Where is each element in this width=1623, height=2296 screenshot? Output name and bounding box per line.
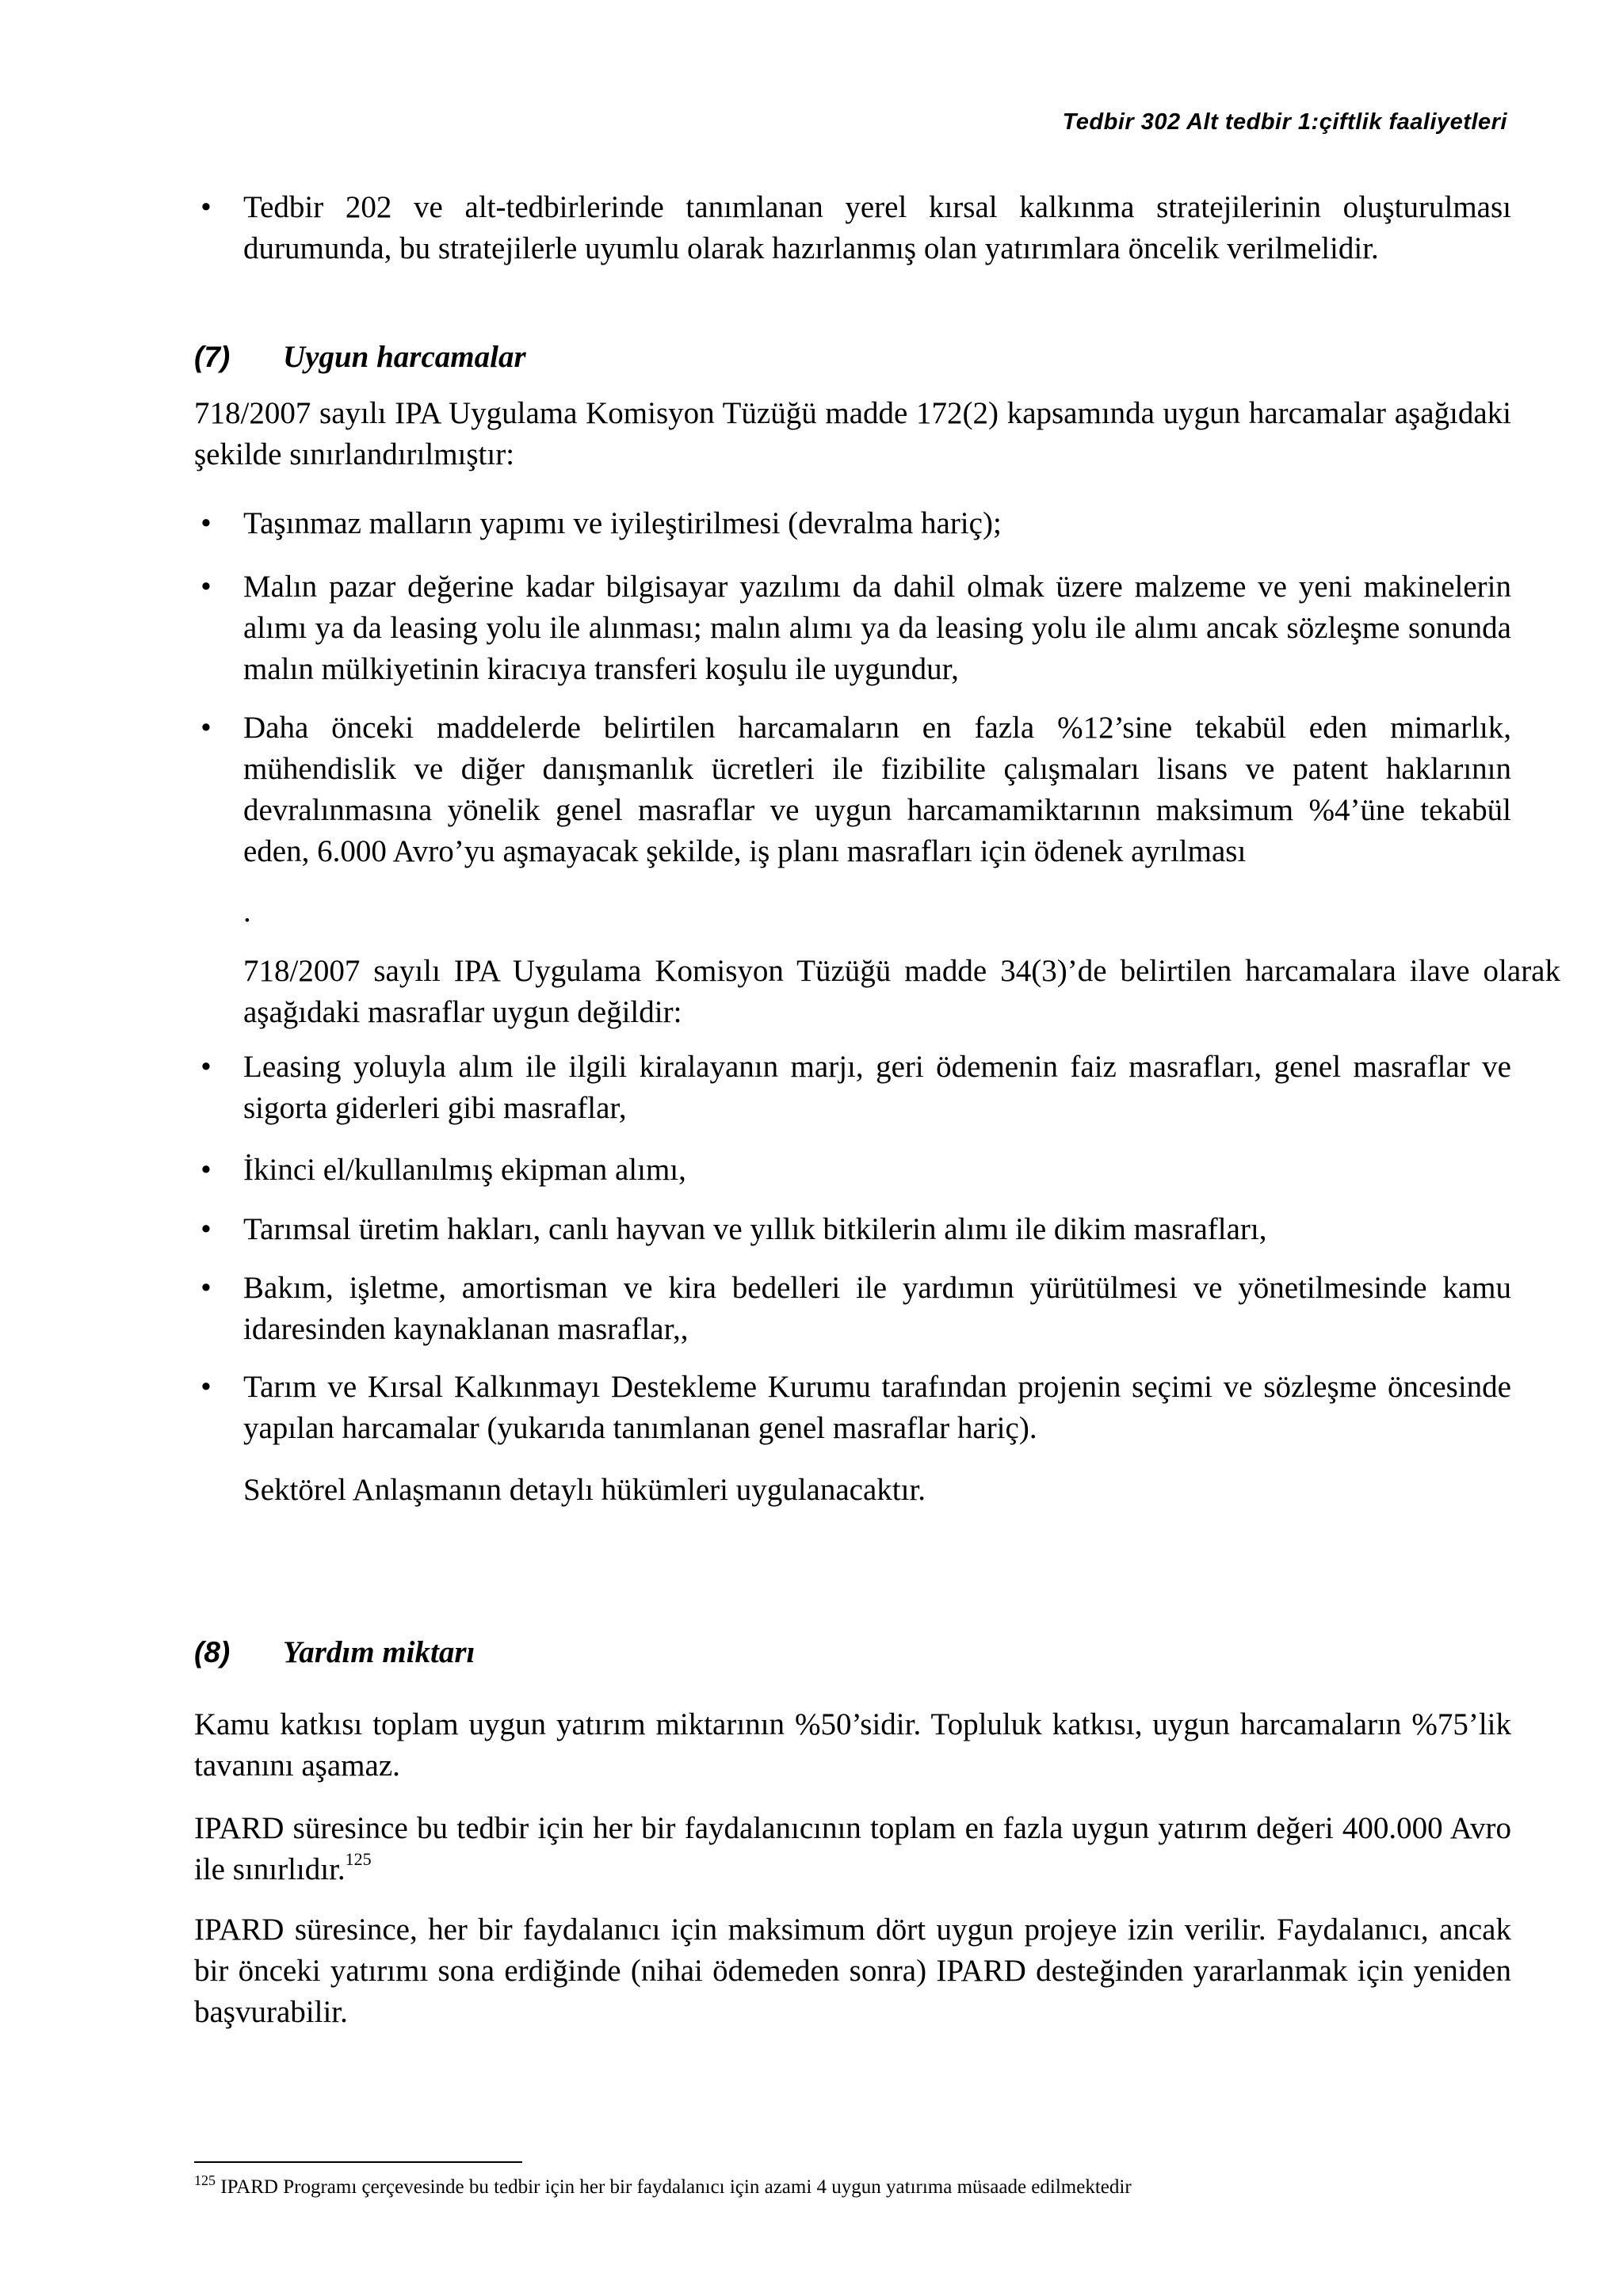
section-title: Uygun harcamalar (283, 340, 526, 374)
list-item (194, 1367, 1511, 1449)
list-item-text: Taşınmaz malların yapımı ve iyileştirilmesi (devralma hariç); (243, 506, 1002, 540)
eligible-item-2 (194, 566, 1511, 690)
list-item-text: Leasing yoluyla alım ile ilgili kiralayanın marjı, geri ödemenin faiz masrafları, genel masraflar ve sigorta giderleri gibi masraflar, (243, 1050, 1511, 1125)
running-header: Tedbir 302 Alt tedbir 1:çiftlik faaliyetleri (1062, 109, 1507, 135)
section-title: Yardım miktarı (283, 1635, 475, 1669)
section-number: (7) (194, 341, 231, 373)
bullet-icon: • (200, 570, 212, 604)
section-7-closing (194, 1470, 1560, 1511)
list-item (194, 503, 1511, 544)
top-bullet-block (194, 187, 1511, 269)
list-item-text: Daha önceki maddelerde belirtilen harcamaların en fazla %12’sine tekabül eden mimarlık, mühendislik ve diğer danışmanlık ücretleri ile fizibilite çalışmaları lisans ve patent haklarının devralınmasına yönelik genel masraflar ve uygun harcamamiktarının maksimum %4’üne tekabül eden, 6.000 Avro’yu aşmayacak şekilde, iş planı masrafları için ödenek ayrılması (243, 711, 1511, 868)
ineligible-item-1 (194, 1047, 1511, 1129)
section-8-paragraph-2 (194, 1808, 1511, 1890)
bullet-icon: • (200, 1271, 212, 1305)
footnote-reference: 125 (345, 1849, 372, 1869)
paragraph: IPARD süresince, her bir faydalanıcı için maksimum dört uygun projeye izin verilir. Faydalanıcı, ancak bir önceki yatırımı sona erdiğinde (nihai ödemeden sonra) IPARD desteğinden yararlanmak için yeniden başvurabilir. (194, 1913, 1511, 2029)
bullet-icon: • (200, 1050, 212, 1084)
list-item (194, 1209, 1511, 1250)
section-8-paragraph-3 (194, 1909, 1511, 2033)
bullet-icon: • (200, 1370, 212, 1404)
list-item (194, 1047, 1511, 1129)
list-item (194, 707, 1511, 872)
list-item-text: İkinci el/kullanılmış ekipman alımı, (243, 1153, 686, 1187)
list-item (194, 566, 1511, 690)
bullet-icon: • (200, 190, 212, 224)
paragraph: 718/2007 sayılı IPA Uygulama Komisyon Tüzüğü madde 172(2) kapsamında uygun harcamalar aşağıdaki şekilde sınırlandırılmıştır: (194, 396, 1511, 471)
bullet-icon: • (200, 506, 212, 540)
ineligible-item-5 (194, 1367, 1511, 1449)
list-item-text: Tarımsal üretim hakları, canlı hayvan ve yıllık bitkilerin alımı ile dikim masrafları, (243, 1212, 1267, 1246)
stray-dot: . (243, 894, 251, 929)
paragraph: 718/2007 sayılı IPA Uygulama Komisyon Tüzüğü madde 34(3)’de belirtilen harcamalara ilave olarak aşağıdaki masraflar uygun değildir: (243, 954, 1560, 1029)
paragraph (194, 1808, 1511, 1890)
list-item-text: Bakım, işletme, amortisman ve kira bedelleri ile yardımın yürütülmesi ve yönetilmesinde kamu idaresinden kaynaklanan masraflar,, (243, 1271, 1511, 1346)
footnote-number: 125 (194, 2172, 216, 2188)
list-item (194, 1268, 1511, 1350)
ineligible-item-3 (194, 1209, 1511, 1250)
ineligible-item-4 (194, 1268, 1511, 1350)
section-7-heading (194, 337, 1511, 378)
section-number: (8) (194, 1636, 231, 1669)
bullet-icon: • (200, 711, 212, 745)
eligible-item-1 (194, 503, 1511, 544)
paragraph-text: IPARD süresince bu tedbir için her bir faydalanıcının toplam en fazla uygun yatırım değeri 400.000 Avro ile sınırlıdır. (194, 1811, 1511, 1886)
footnote-text: IPARD Programı çerçevesinde bu tedbir için her bir faydalanıcı için azami 4 uygun yatırıma müsaade edilmektedir (220, 2176, 1132, 2198)
section-8-paragraph-1 (194, 1704, 1511, 1787)
paragraph: Kamu katkısı toplam uygun yatırım miktarının %50’sidir. Topluluk katkısı, uygun harcamaların %75’lik tavanını aşamaz. (194, 1707, 1511, 1783)
footnote-divider (194, 2161, 522, 2163)
paragraph: Sektörel Anlaşmanın detaylı hükümleri uygulanacaktır. (243, 1473, 926, 1507)
eligible-item-3 (194, 707, 1511, 872)
ineligible-intro (194, 951, 1560, 1033)
bullet-icon: • (200, 1212, 212, 1246)
section-7-intro (194, 393, 1511, 475)
list-item-text: Tedbir 202 ve alt-tedbirlerinde tanımlanan yerel kırsal kalkınma stratejilerinin oluşturulması durumunda, bu stratejilerle uyumlu olarak hazırlanmış olan yatırımlara öncelik verilmelidir. (243, 190, 1511, 265)
section-8-heading (194, 1632, 1511, 1673)
footnote (194, 2172, 1132, 2200)
list-item (194, 1150, 1511, 1191)
ineligible-item-2 (194, 1150, 1511, 1191)
list-item (194, 187, 1511, 269)
list-item-text: Tarım ve Kırsal Kalkınmayı Destekleme Kurumu tarafından projenin seçimi ve sözleşme öncesinde yapılan harcamalar (yukarıda tanımlanan genel masraflar hariç). (243, 1370, 1511, 1445)
bullet-icon: • (200, 1153, 212, 1187)
list-item-text: Malın pazar değerine kadar bilgisayar yazılımı da dahil olmak üzere malzeme ve yeni makinelerin alımı ya da leasing yolu ile alınması; malın alımı ya da leasing yolu ile alımı ancak sözleşme sonunda malın mülkiyetinin kiracıya transferi koşulu ile uygundur, (243, 570, 1511, 686)
